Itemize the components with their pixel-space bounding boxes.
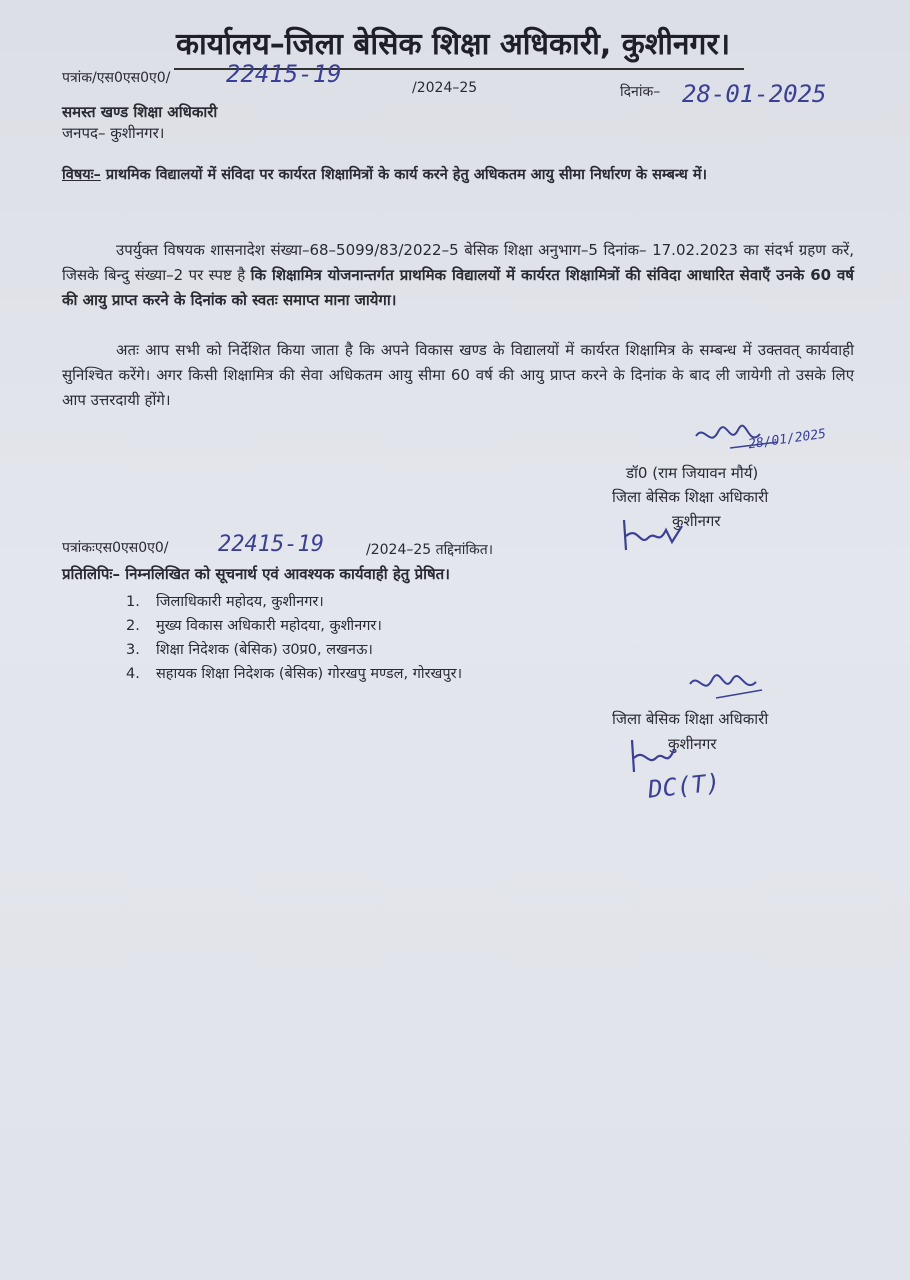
list-item-number: 2. <box>126 618 140 634</box>
copy-ref-prefix: पत्रांकःएस0एस0ए0/ <box>62 540 169 556</box>
ref-prefix: पत्रांक/एस0एस0ए0/ <box>62 70 171 86</box>
signature-scribble-2 <box>686 668 776 708</box>
recipients-list <box>126 590 462 686</box>
list-item-number: 4. <box>126 666 140 682</box>
signature2-place: कुशीनगर <box>668 735 717 753</box>
signatory-designation: जिला बेसिक शिक्षा अधिकारी <box>612 488 769 506</box>
office-title: कार्यालय–जिला बेसिक शिक्षा अधिकारी, कुशीनगर। <box>176 27 731 62</box>
signatory-name: डॉ0 (राम जियावन मौर्य) <box>626 464 759 482</box>
list-item-text: सहायक शिक्षा निदेशक (बेसिक) गोरखपु मण्डल, गोरखपुर। <box>156 666 463 682</box>
date-handwritten: 28-01-2025 <box>682 80 827 108</box>
list-item <box>126 590 462 614</box>
list-item-text: शिक्षा निदेशक (बेसिक) उ0प्र0, लखनऊ। <box>156 642 373 658</box>
list-item-text: मुख्य विकास अधिकारी महोदया, कुशीनगर। <box>156 618 382 634</box>
para1-normal: उपर्युक्त विषयक शासनादेश संख्या–68–5099/83/2022–5 बेसिक शिक्षा अनुभाग–5 दिनांक– 17.02.2023 का संदर्भ ग्रहण करें, जिसके बिन्दु संख्या–2 पर स्पष्ट है <box>62 241 854 284</box>
addressee-line2: जनपद– कुशीनगर। <box>62 124 165 142</box>
list-item <box>126 662 462 686</box>
signature2-designation: जिला बेसिक शिक्षा अधिकारी <box>612 710 769 728</box>
list-item-number: 3. <box>126 642 140 658</box>
copy-heading <box>62 564 450 584</box>
para2-text: अतः आप सभी को निर्देशित किया जाता है कि अपने विकास खण्ड के विद्यालयों में कार्यरत शिक्षामित्र के सम्बन्ध में उक्तवत् कार्यवाही सुनिश्चित करेंगे। अगर किसी शिक्षामित्र की सेवा अधिकतम आयु सीमा 60 वर्ष की आयु प्राप्त करने के दिनांक के बाद ली जायेगी तो उसके लिए आप उत्तरदायी होंगे। <box>62 341 854 409</box>
subject-label: विषयः– <box>62 167 101 183</box>
body-paragraph-2 <box>62 338 854 413</box>
subject-line <box>62 161 854 189</box>
list-item <box>126 638 462 662</box>
copy-label: प्रतिलिपिः– <box>62 565 120 583</box>
addressee-line1: समस्त खण्ड शिक्षा अधिकारी <box>62 103 218 121</box>
signatory-place: कुशीनगर <box>672 512 721 530</box>
para1-bold: कि शिक्षामित्र योजनान्तर्गत प्राथमिक विद्यालयों में कार्यरत शिक्षामित्रों की संविदा आधारित सेवाएँ उनके 60 वर्ष की आयु प्राप्त करने के दिनांक को स्वतः समाप्त माना जायेगा। <box>62 266 854 309</box>
copy-text: निम्नलिखित को सूचनार्थ एवं आवश्यक कार्यवाही हेतु प्रेषित। <box>125 565 450 583</box>
body-paragraph-1 <box>62 238 854 313</box>
signature-date-handwritten: 28/01/2025 <box>747 426 827 453</box>
ref-year: /2024–25 <box>412 80 478 96</box>
dc-t-handwritten-note: DC(T) <box>646 768 722 804</box>
list-item-number: 1. <box>126 594 140 610</box>
list-item-text: जिलाधिकारी महोदय, कुशीनगर। <box>156 594 324 610</box>
list-item <box>126 614 462 638</box>
ref-number-handwritten: 22415-19 <box>226 60 342 88</box>
copy-ref-suffix: /2024–25 तद्दिनांकित। <box>366 542 494 558</box>
copy-ref-number-handwritten: 22415-19 <box>218 532 324 557</box>
date-label: दिनांक– <box>620 84 661 100</box>
subject-text: प्राथमिक विद्यालयों में संविदा पर कार्यरत शिक्षामित्रों के कार्य करने हेतु अधिकतम आयु सीमा निर्धारण के सम्बन्ध में। <box>105 167 708 183</box>
initials-scribble-1 <box>618 516 688 556</box>
